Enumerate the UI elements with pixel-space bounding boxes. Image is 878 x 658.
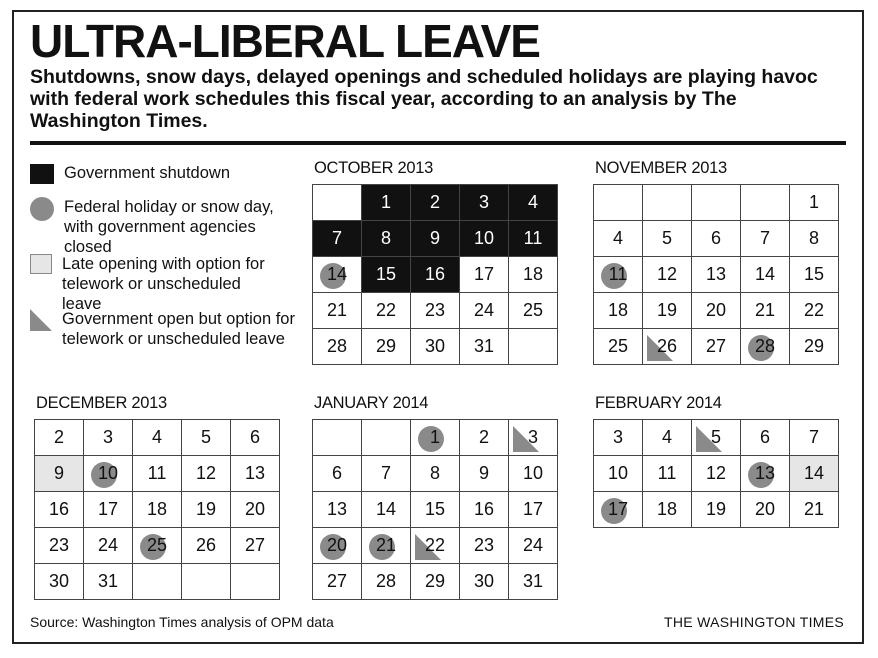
day-number: 6: [759, 427, 770, 447]
day-cell: [692, 221, 741, 257]
calendar-october-2013: [312, 184, 558, 365]
day-number: 9: [53, 463, 64, 483]
day-cell: [643, 257, 692, 293]
day-number: 21: [754, 300, 776, 320]
day-number: 8: [808, 228, 819, 248]
day-number: 16: [424, 264, 446, 284]
day-cell: [460, 420, 509, 456]
day-cell: [362, 293, 411, 329]
day-cell: [460, 293, 509, 329]
day-number: 25: [522, 300, 544, 320]
day-number: 12: [656, 264, 678, 284]
day-number: 3: [527, 427, 538, 447]
day-cell: [35, 528, 84, 564]
day-cell: [231, 528, 280, 564]
day-number: 28: [754, 336, 776, 356]
day-number: 12: [195, 463, 217, 483]
day-number: 2: [478, 427, 489, 447]
day-cell-shutdown: [509, 221, 558, 257]
day-cell: [133, 420, 182, 456]
day-cell: [362, 492, 411, 528]
day-cell-open-option: [509, 420, 558, 456]
week-row: [313, 221, 558, 257]
week-row: [594, 221, 839, 257]
day-number: 10: [97, 463, 119, 483]
day-number: 21: [375, 535, 397, 555]
day-number: 17: [97, 499, 119, 519]
day-number: 20: [705, 300, 727, 320]
day-cell: [84, 528, 133, 564]
day-number: 6: [249, 427, 260, 447]
day-number: 13: [705, 264, 727, 284]
day-cell: [741, 293, 790, 329]
day-number: 25: [607, 336, 629, 356]
day-number: 31: [97, 571, 119, 591]
day-number: 16: [473, 499, 495, 519]
day-number: 20: [326, 535, 348, 555]
day-number: 29: [375, 336, 397, 356]
week-row: [313, 456, 558, 492]
day-number: 4: [661, 427, 672, 447]
day-cell: [741, 420, 790, 456]
day-cell-closed: [133, 528, 182, 564]
day-cell-closed: [84, 456, 133, 492]
day-cell: [509, 293, 558, 329]
week-row: [313, 257, 558, 293]
day-cell: [741, 221, 790, 257]
day-cell: [790, 221, 839, 257]
day-cell: [460, 528, 509, 564]
day-cell: [362, 564, 411, 600]
legend-label: Late opening with option for telework or unscheduled leave: [62, 255, 265, 313]
week-row: [594, 492, 839, 528]
empty-day-cell: [231, 564, 280, 600]
day-cell-late: [790, 456, 839, 492]
week-row: [35, 420, 280, 456]
day-cell-shutdown: [411, 221, 460, 257]
week-row: [35, 492, 280, 528]
day-cell: [790, 420, 839, 456]
graphic-subtitle: Shutdowns, snow days, delayed openings and scheduled holidays are playing havoc with federal work schedules this fiscal year, according to an analysis by The Washington Times.: [30, 66, 818, 132]
calendar-january-2014: [312, 419, 558, 600]
day-number: 10: [522, 463, 544, 483]
day-number: 17: [607, 499, 629, 519]
day-cell: [790, 329, 839, 365]
day-number: 31: [522, 571, 544, 591]
day-number: 15: [375, 264, 397, 284]
day-cell-closed: [411, 420, 460, 456]
day-cell-shutdown: [362, 221, 411, 257]
day-cell: [460, 456, 509, 492]
day-number: 11: [657, 463, 677, 483]
day-number: 24: [97, 535, 119, 555]
day-number: 4: [151, 427, 162, 447]
day-cell: [741, 492, 790, 528]
day-number: 9: [478, 463, 489, 483]
empty-day-cell: [594, 185, 643, 221]
week-row: [594, 456, 839, 492]
day-number: 17: [473, 264, 495, 284]
day-cell: [643, 293, 692, 329]
day-number: 29: [424, 571, 446, 591]
source-note: Source: Washington Times analysis of OPM data: [30, 614, 334, 630]
week-row: [313, 293, 558, 329]
day-number: 28: [326, 336, 348, 356]
day-number: 9: [429, 228, 440, 248]
day-cell: [84, 564, 133, 600]
day-number: 26: [195, 535, 217, 555]
day-cell: [790, 257, 839, 293]
day-cell-closed: [313, 257, 362, 293]
empty-day-cell: [741, 185, 790, 221]
day-cell: [313, 456, 362, 492]
open-option-triangle-icon: [30, 309, 52, 331]
week-row: [35, 564, 280, 600]
day-number: 11: [523, 228, 543, 248]
day-cell: [692, 456, 741, 492]
day-cell-shutdown: [460, 221, 509, 257]
day-cell: [362, 329, 411, 365]
day-cell: [313, 492, 362, 528]
day-cell-shutdown: [313, 221, 362, 257]
day-cell-closed: [362, 528, 411, 564]
day-number: 27: [326, 571, 348, 591]
day-cell-shutdown: [460, 185, 509, 221]
day-cell-closed: [741, 329, 790, 365]
day-number: 4: [612, 228, 623, 248]
day-number: 5: [200, 427, 211, 447]
day-cell: [182, 492, 231, 528]
day-number: 21: [803, 499, 825, 519]
day-cell: [790, 492, 839, 528]
legend-label: Government open but option for telework or unscheduled leave: [62, 310, 295, 348]
day-cell-open-option: [411, 528, 460, 564]
day-number: 19: [656, 300, 678, 320]
day-number: 13: [754, 463, 776, 483]
day-cell: [84, 420, 133, 456]
day-number: 3: [478, 192, 489, 212]
day-number: 17: [522, 499, 544, 519]
day-cell: [182, 420, 231, 456]
week-row: [594, 329, 839, 365]
day-cell-shutdown: [411, 257, 460, 293]
legend-item-closed: [30, 197, 294, 257]
day-number: 18: [522, 264, 544, 284]
day-cell: [35, 492, 84, 528]
day-cell-shutdown: [362, 257, 411, 293]
day-cell: [460, 564, 509, 600]
publisher-credit: THE WASHINGTON TIMES: [664, 614, 844, 630]
empty-day-cell: [313, 420, 362, 456]
day-number: 14: [754, 264, 776, 284]
day-number: 30: [424, 336, 446, 356]
day-number: 20: [244, 499, 266, 519]
day-number: 7: [808, 427, 819, 447]
day-number: 16: [48, 499, 70, 519]
week-row: [313, 564, 558, 600]
day-cell-closed: [594, 492, 643, 528]
day-number: 2: [429, 192, 440, 212]
day-cell: [509, 456, 558, 492]
day-number: 30: [473, 571, 495, 591]
day-cell-closed: [594, 257, 643, 293]
day-cell-closed: [741, 456, 790, 492]
day-cell: [133, 456, 182, 492]
day-number: 21: [326, 300, 348, 320]
day-number: 19: [195, 499, 217, 519]
day-number: 23: [48, 535, 70, 555]
week-row: [313, 185, 558, 221]
week-row: [594, 185, 839, 221]
day-cell: [231, 492, 280, 528]
day-cell: [182, 528, 231, 564]
day-number: 26: [656, 336, 678, 356]
day-cell: [692, 492, 741, 528]
day-number: 12: [705, 463, 727, 483]
day-number: 13: [244, 463, 266, 483]
day-cell: [313, 293, 362, 329]
day-cell: [509, 528, 558, 564]
month-title-november-2013: NOVEMBER 2013: [595, 159, 727, 177]
month-title-october-2013: OCTOBER 2013: [314, 159, 433, 177]
day-cell: [84, 492, 133, 528]
day-cell: [231, 456, 280, 492]
day-number: 1: [380, 192, 391, 212]
day-cell: [692, 293, 741, 329]
month-title-december-2013: DECEMBER 2013: [36, 394, 167, 412]
day-number: 23: [424, 300, 446, 320]
day-cell: [460, 492, 509, 528]
day-cell: [411, 492, 460, 528]
day-number: 14: [803, 463, 825, 483]
legend-label: Federal holiday or snow day, with government agencies closed: [64, 198, 274, 256]
day-number: 22: [803, 300, 825, 320]
day-cell: [133, 492, 182, 528]
day-number: 6: [331, 463, 342, 483]
day-number: 2: [53, 427, 64, 447]
month-title-january-2014: JANUARY 2014: [314, 394, 429, 412]
week-row: [35, 456, 280, 492]
week-row: [313, 492, 558, 528]
week-row: [594, 420, 839, 456]
day-number: 18: [607, 300, 629, 320]
day-number: 6: [710, 228, 721, 248]
day-number: 31: [473, 336, 495, 356]
day-number: 8: [380, 228, 391, 248]
day-cell: [790, 293, 839, 329]
day-number: 11: [608, 264, 628, 284]
day-number: 18: [146, 499, 168, 519]
day-cell: [313, 329, 362, 365]
day-cell: [411, 329, 460, 365]
empty-day-cell: [692, 185, 741, 221]
day-number: 25: [146, 535, 168, 555]
day-cell-shutdown: [411, 185, 460, 221]
week-row: [313, 329, 558, 365]
day-cell-closed: [313, 528, 362, 564]
day-number: 14: [375, 499, 397, 519]
week-row: [313, 420, 558, 456]
day-number: 5: [661, 228, 672, 248]
day-number: 1: [808, 192, 819, 212]
day-cell: [692, 329, 741, 365]
day-cell: [460, 329, 509, 365]
day-cell: [594, 420, 643, 456]
day-cell: [411, 564, 460, 600]
day-number: 14: [326, 264, 348, 284]
day-number: 11: [147, 463, 167, 483]
day-number: 8: [429, 463, 440, 483]
empty-day-cell: [313, 185, 362, 221]
day-cell-shutdown: [362, 185, 411, 221]
day-cell: [643, 420, 692, 456]
day-cell: [35, 420, 84, 456]
calendar-november-2013: [593, 184, 839, 365]
day-number: 29: [803, 336, 825, 356]
day-cell: [509, 257, 558, 293]
day-cell: [643, 492, 692, 528]
day-cell: [182, 456, 231, 492]
legend-label: Government shutdown: [64, 164, 231, 182]
day-number: 7: [759, 228, 770, 248]
calendar-december-2013: [34, 419, 280, 600]
day-number: 10: [473, 228, 495, 248]
day-number: 18: [656, 499, 678, 519]
legend-item-late: [30, 254, 272, 314]
day-cell: [594, 293, 643, 329]
late-opening-swatch-icon: [30, 254, 52, 274]
day-number: 4: [527, 192, 538, 212]
day-cell: [594, 456, 643, 492]
day-number: 7: [380, 463, 391, 483]
day-number: 22: [424, 535, 446, 555]
legend-item-shutdown: [30, 163, 264, 184]
day-cell: [362, 456, 411, 492]
day-cell: [643, 221, 692, 257]
day-cell: [741, 257, 790, 293]
day-cell: [460, 257, 509, 293]
month-title-february-2014: FEBRUARY 2014: [595, 394, 722, 412]
day-number: 13: [326, 499, 348, 519]
day-cell: [411, 293, 460, 329]
day-cell: [35, 564, 84, 600]
calendar-february-2014: [593, 419, 839, 528]
day-number: 23: [473, 535, 495, 555]
title-rule: [30, 141, 846, 145]
day-cell: [692, 257, 741, 293]
day-cell-open-option: [692, 420, 741, 456]
day-number: 7: [331, 228, 342, 248]
day-cell-open-option: [643, 329, 692, 365]
day-number: 24: [473, 300, 495, 320]
closed-circle-icon: [30, 197, 54, 221]
day-cell: [313, 564, 362, 600]
day-cell-shutdown: [509, 185, 558, 221]
empty-day-cell: [182, 564, 231, 600]
legend-item-open-option: [30, 309, 297, 349]
day-number: 15: [803, 264, 825, 284]
day-cell: [231, 420, 280, 456]
week-row: [594, 257, 839, 293]
day-cell: [594, 221, 643, 257]
day-number: 1: [429, 427, 440, 447]
empty-day-cell: [133, 564, 182, 600]
day-cell: [509, 564, 558, 600]
day-number: 28: [375, 571, 397, 591]
day-number: 30: [48, 571, 70, 591]
day-cell-late: [35, 456, 84, 492]
day-cell: [509, 492, 558, 528]
week-row: [313, 528, 558, 564]
day-number: 19: [705, 499, 727, 519]
empty-day-cell: [509, 329, 558, 365]
graphic-title: ULTRA-LIBERAL LEAVE: [30, 15, 540, 67]
day-number: 24: [522, 535, 544, 555]
day-number: 20: [754, 499, 776, 519]
day-number: 15: [424, 499, 446, 519]
day-number: 22: [375, 300, 397, 320]
day-cell: [411, 456, 460, 492]
day-number: 5: [710, 427, 721, 447]
shutdown-swatch-icon: [30, 164, 54, 184]
day-cell: [790, 185, 839, 221]
day-cell: [643, 456, 692, 492]
empty-day-cell: [362, 420, 411, 456]
week-row: [594, 293, 839, 329]
week-row: [35, 528, 280, 564]
day-number: 27: [705, 336, 727, 356]
empty-day-cell: [643, 185, 692, 221]
day-number: 27: [244, 535, 266, 555]
day-cell: [594, 329, 643, 365]
day-number: 3: [102, 427, 113, 447]
day-number: 10: [607, 463, 629, 483]
day-number: 3: [612, 427, 623, 447]
